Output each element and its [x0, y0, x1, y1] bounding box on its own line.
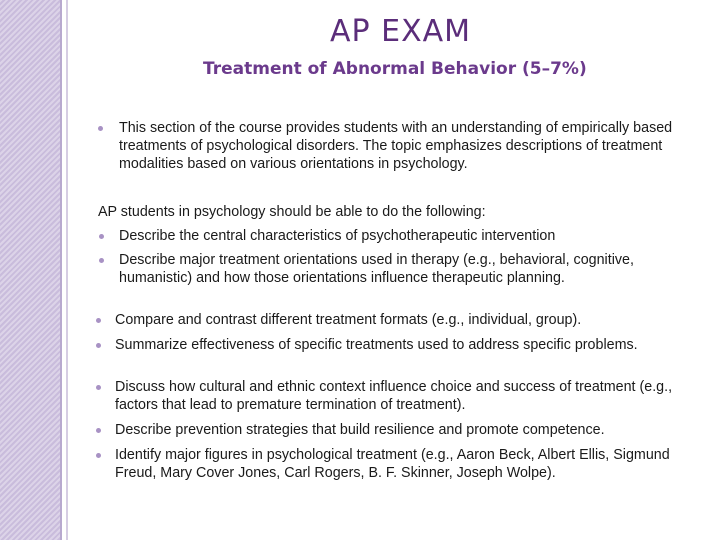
decorative-stripe-band: [0, 0, 60, 540]
objectives-heading: AP students in psychology should be able to do the following:: [98, 204, 486, 220]
objective-item: Summarize effectiveness of specific treatments used to address specific problems.: [115, 337, 638, 353]
objective-item: Discuss how cultural and ethnic context influence choice and success of treatment (e.g., factors that lead to premature termination of treatment).: [115, 379, 673, 413]
bullet-icon: [96, 318, 101, 323]
decorative-stripe-edge: [60, 0, 62, 540]
objective-item: Describe major treatment orientations used in therapy (e.g., behavioral, cognitive, humanistic) and how those orientations influence therapeutic planning.: [119, 252, 634, 286]
objective-item: Identify major figures in psychological treatment (e.g., Aaron Beck, Albert Ellis, Sigmund Freud, Mary Cover Jones, Carl Rogers, B. F. Skinner, Joseph Wolpe).: [115, 447, 670, 481]
bullet-icon: [96, 453, 101, 458]
bullet-icon: [96, 428, 101, 433]
bullet-icon: [96, 385, 101, 390]
slide-subtitle: Treatment of Abnormal Behavior (5–7%): [203, 59, 587, 79]
objective-item: Describe the central characteristics of psychotherapeutic intervention: [119, 228, 556, 244]
bullet-icon: [99, 258, 104, 263]
objective-item: Compare and contrast different treatment formats (e.g., individual, group).: [115, 312, 582, 328]
slide-title: AP EXAM: [330, 14, 472, 49]
bullet-icon: [96, 343, 101, 348]
objective-item: Describe prevention strategies that build resilience and promote competence.: [115, 422, 605, 438]
bullet-icon: [99, 234, 104, 239]
intro-paragraph: This section of the course provides students with an understanding of empirically based treatments of psychological disorders. The topic emphasizes descriptions of treatment modalities based on various orientations in psychology.: [119, 120, 673, 172]
bullet-icon: [98, 126, 103, 131]
decorative-stripe-line: [66, 0, 68, 540]
